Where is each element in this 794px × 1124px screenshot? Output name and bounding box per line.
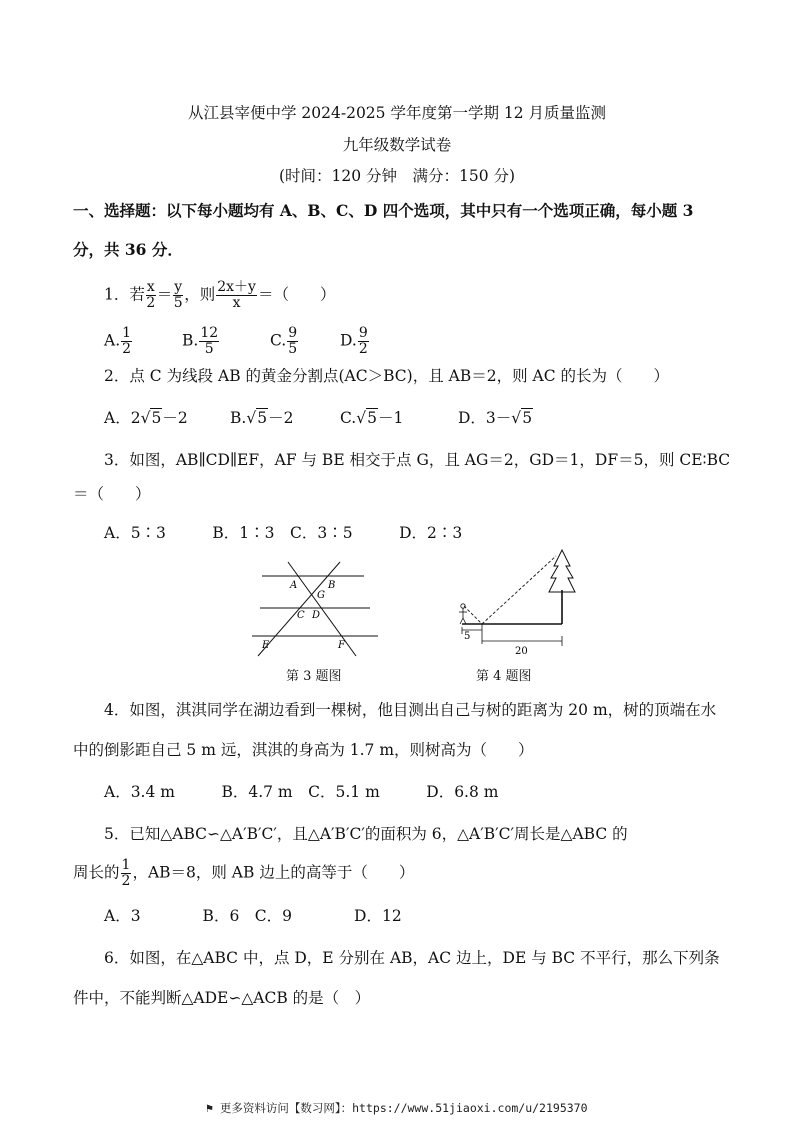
q1-optD-num: 9	[358, 325, 368, 341]
q2-optB-post: －2	[268, 409, 294, 427]
q5-fraction	[121, 858, 132, 889]
q2-optB-rad: 5	[257, 409, 268, 427]
q1-optB-num: 12	[200, 325, 219, 341]
label-g: G	[317, 590, 325, 601]
question-1	[104, 280, 335, 311]
figure-3-caption: 第 3 题图	[286, 669, 342, 684]
q2-optC-rad: 5	[367, 409, 377, 427]
q1-optC-label: C.	[270, 331, 287, 350]
q1-option-a	[104, 326, 133, 357]
label-b: B	[328, 580, 336, 591]
q1-tail: ＝（ ）	[257, 285, 336, 304]
q2-optA-post: －2	[162, 409, 188, 427]
dim-5-label: 5	[464, 631, 471, 642]
flag-icon: ⚑	[206, 1101, 213, 1115]
sight-line	[482, 556, 556, 624]
q5-frac-den: 2	[121, 873, 131, 889]
q1-f1-den: 2	[146, 295, 156, 311]
tree-icon	[549, 550, 575, 592]
label-e: E	[262, 640, 270, 651]
question-3-line1: 3．如图，AB∥CD∥EF，AF 与 BE 相交于点 G，且 AG＝2，GD＝1，DF＝5，则 CE∶BC	[104, 451, 731, 469]
footer-link[interactable]	[206, 1100, 588, 1116]
q1-optA-den: 2	[122, 341, 132, 357]
q2-optA-pre: A．2	[104, 409, 141, 427]
q1-optC-num: 9	[288, 325, 298, 341]
question-4-line1: 4．如图，淇淇同学在湖边看到一棵树，他目测出自己与树的距离为 20 m，树的顶端在水	[104, 701, 717, 719]
figure-3-diagram	[248, 560, 384, 658]
exam-title: 从江县宰便中学 2024-2025 学年度第一学期 12 月质量监测	[187, 104, 607, 122]
q2-option-b: B.√5－2	[230, 409, 294, 427]
figure-4-caption: 第 4 题图	[476, 669, 532, 684]
question-4-line2: 中的倒影距自己 5 m 远，淇淇的身高为 1.7 m，则树高为（ ）	[73, 741, 534, 759]
q1-optB-label: B.	[182, 331, 199, 350]
q5-line2-pre: 周长的	[73, 863, 120, 882]
q2-options	[104, 408, 604, 430]
q2-option-c: C.√5－1	[340, 409, 404, 427]
section-heading-line1: 一、选择题：以下每小题均有 A、B、C、D 四个选项，其中只有一个选项正确，每小题 3	[73, 201, 694, 220]
q1-option-b	[182, 326, 220, 357]
q1-optA-num: 1	[122, 325, 132, 341]
q1-f3-num: 2x＋y	[217, 279, 256, 295]
q5-line2-post: ，AB＝8，则 AB 边上的高等于（ ）	[132, 863, 415, 882]
q1-prefix: 1．若	[104, 285, 145, 304]
question-5-options: A．3 B．6 C．9 D．12	[104, 907, 402, 925]
q1-f1-num: x	[146, 279, 155, 295]
reflection-line	[464, 606, 482, 624]
q1-mid: ，则	[184, 285, 216, 304]
label-d: D	[312, 610, 321, 621]
q5-frac-num: 1	[121, 857, 131, 873]
exam-meta: (时间：120 分钟 满分：150 分)	[278, 167, 516, 185]
question-3-line2: ＝（ ）	[73, 485, 151, 503]
q1-optC-den: 5	[288, 341, 298, 357]
label-a: A	[290, 580, 298, 591]
q1-fraction-y-5	[173, 280, 183, 311]
q1-f2-den: 5	[173, 295, 183, 311]
q2-optC-post: －1	[378, 409, 404, 427]
q1-f2-num: y	[174, 279, 183, 295]
q2-optD-pre: D．3－	[458, 409, 512, 427]
q2-option-a: A．2√5－2	[104, 409, 188, 427]
question-2: 2．点 C 为线段 AB 的黄金分割点(AC＞BC)，且 AB＝2，则 AC 的长为（ ）	[104, 367, 669, 385]
q1-optA-label: A.	[104, 331, 121, 350]
q1-option-c	[270, 326, 299, 357]
q2-optD-rad: 5	[522, 409, 533, 427]
question-5-line2	[73, 858, 414, 889]
q2-optA-rad: 5	[151, 409, 162, 427]
figure-4-diagram	[452, 548, 582, 658]
section-heading-line2: 分，共 36 分．	[73, 240, 183, 259]
question-6-line2: 件中，不能判断△ADE∽△ACB 的是（ ）	[73, 989, 371, 1007]
exam-subtitle: 九年级数学试卷	[342, 136, 452, 154]
q1-fraction-expr	[216, 280, 257, 311]
question-3-options: A．5∶3 B．1∶3 C．3∶5 D．2∶3	[104, 524, 463, 542]
question-6-line1: 6．如图，在△ABC 中，点 D，E 分别在 AB，AC 边上，DE 与 BC 不平行，那么下列条	[104, 949, 720, 967]
q1-optB-den: 5	[204, 341, 214, 357]
question-5-line1: 5．已知△ABC∽△A′B′C′，且△A′B′C′的面积为 6，△A′B′C′周长是△ABC 的	[104, 825, 628, 843]
question-4-options: A．3.4 m B．4.7 m C．5.1 m D．6.8 m	[104, 783, 499, 801]
q1-optD-label: D.	[340, 331, 357, 350]
q2-optB-pre: B.	[230, 409, 247, 427]
q2-option-d: D．3－√5	[458, 409, 533, 427]
person-icon	[459, 604, 467, 624]
dim-20-label: 20	[515, 646, 528, 657]
label-c: C	[297, 610, 305, 621]
q1-option-d	[340, 326, 370, 357]
q1-eq: ＝	[156, 285, 173, 304]
q1-optD-den: 2	[358, 341, 368, 357]
q1-f3-den: x	[232, 295, 241, 311]
q1-fraction-x-2	[146, 280, 156, 311]
q1-options	[104, 320, 404, 356]
footer-text: 更多资料访问【数习网】：https://www.51jiaoxi.com/u/2195370	[219, 1101, 588, 1115]
q2-optC-pre: C.	[340, 409, 357, 427]
label-f: F	[338, 640, 345, 651]
